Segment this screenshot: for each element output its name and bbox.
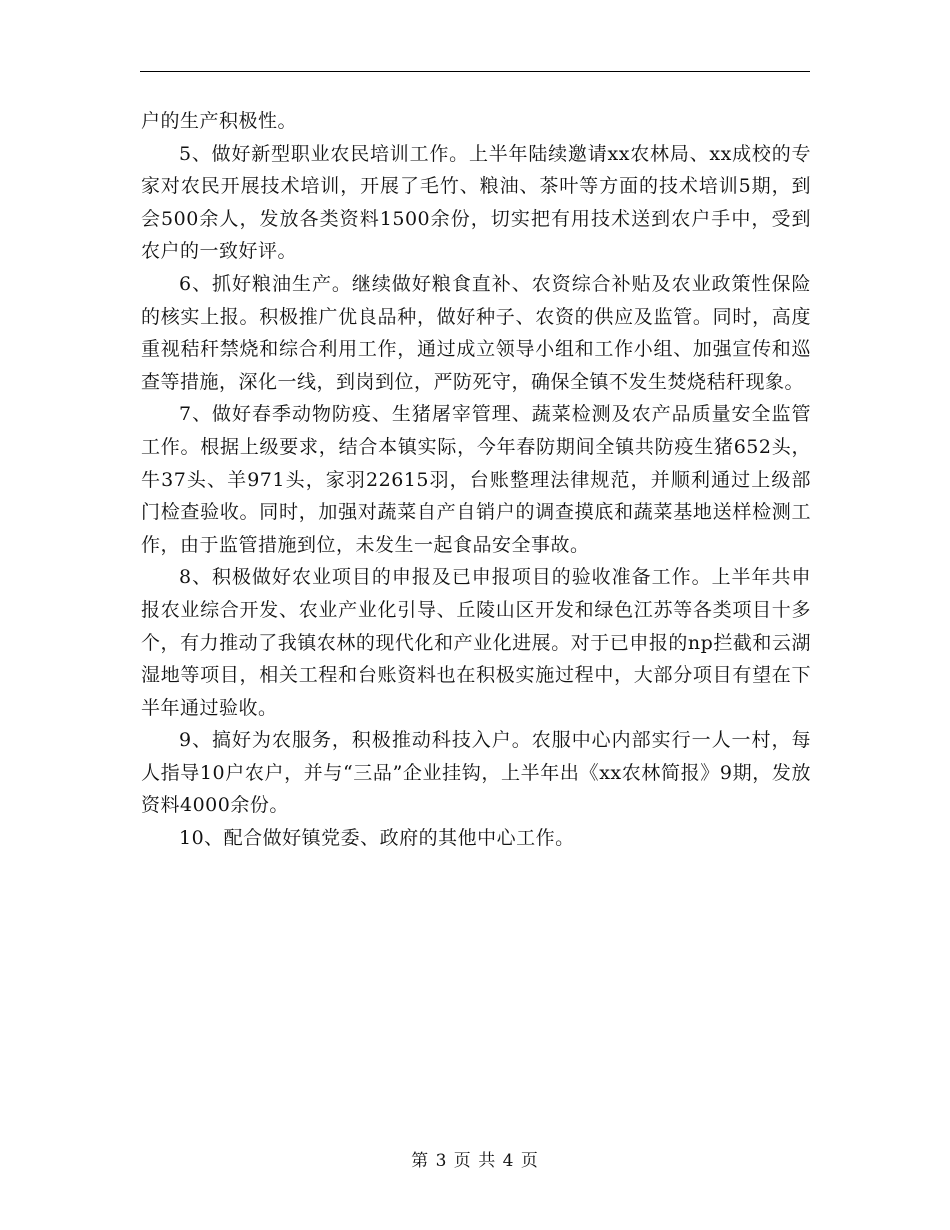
- paragraph-item-8: 8、积极做好农业项目的申报及已申报项目的验收准备工作。上半年共申报农业综合开发、农业产业化引导、丘陵山区开发和绿色江苏等各类项目十多个，有力推动了我镇农林的现代化和产业化进展。对于已申报的np拦截和云湖湿地等项目，相关工程和台账资料也在积极实施过程中，大部分项目有望在下半年通过验收。: [141, 566, 811, 719]
- paragraph-continuation: 户的生产积极性。: [141, 110, 298, 132]
- paragraph-item-10: 10、配合做好镇党委、政府的其他中心工作。: [179, 827, 575, 850]
- paragraph-item-9: 9、搞好为农服务，积极推动科技入户。农服中心内部实行一人一村，每人指导10户农户，并与“三品”企业挂钩，上半年出《xx农林简报》9期，发放资料4000余份。: [141, 729, 811, 817]
- paragraph-item-6: 6、抓好粮油生产。继续做好粮食直补、农资综合补贴及农业政策性保险的核实上报。积极推广优良品种，做好种子、农资的供应及监管。同时，高度重视秸秆禁烧和综合利用工作，通过成立领导小组和工作小组、加强宣传和巡查等措施，深化一线，到岗到位，严防死守，确保全镇不发生焚烧秸秆现象。: [141, 272, 811, 393]
- paragraph-item-7: 7、做好春季动物防疫、生猪屠宰管理、蔬菜检测及农产品质量安全监管工作。根据上级要求，结合本镇实际，今年春防期间全镇共防疫生猪652头，牛37头、羊971头，家羽22615羽，台账整理法律规范，并顺利通过上级部门检查验收。同时，加强对蔬菜自产自销户的调查摸底和蔬菜基地送样检测工作，由于监管措施到位，未发生一起食品安全事故。: [141, 403, 811, 556]
- header-rule: [140, 71, 810, 72]
- page-number-footer: 第 3 页 共 4 页: [411, 1151, 539, 1171]
- paragraph-item-5: 5、做好新型职业农民培训工作。上半年陆续邀请xx农林局、xx成校的专家对农民开展技术培训，开展了毛竹、粮油、茶叶等方面的技术培训5期，到会500余人，发放各类资料1500余份，切实把有用技术送到农户手中，受到农户的一致好评。: [141, 142, 811, 263]
- document-body: [141, 105, 811, 855]
